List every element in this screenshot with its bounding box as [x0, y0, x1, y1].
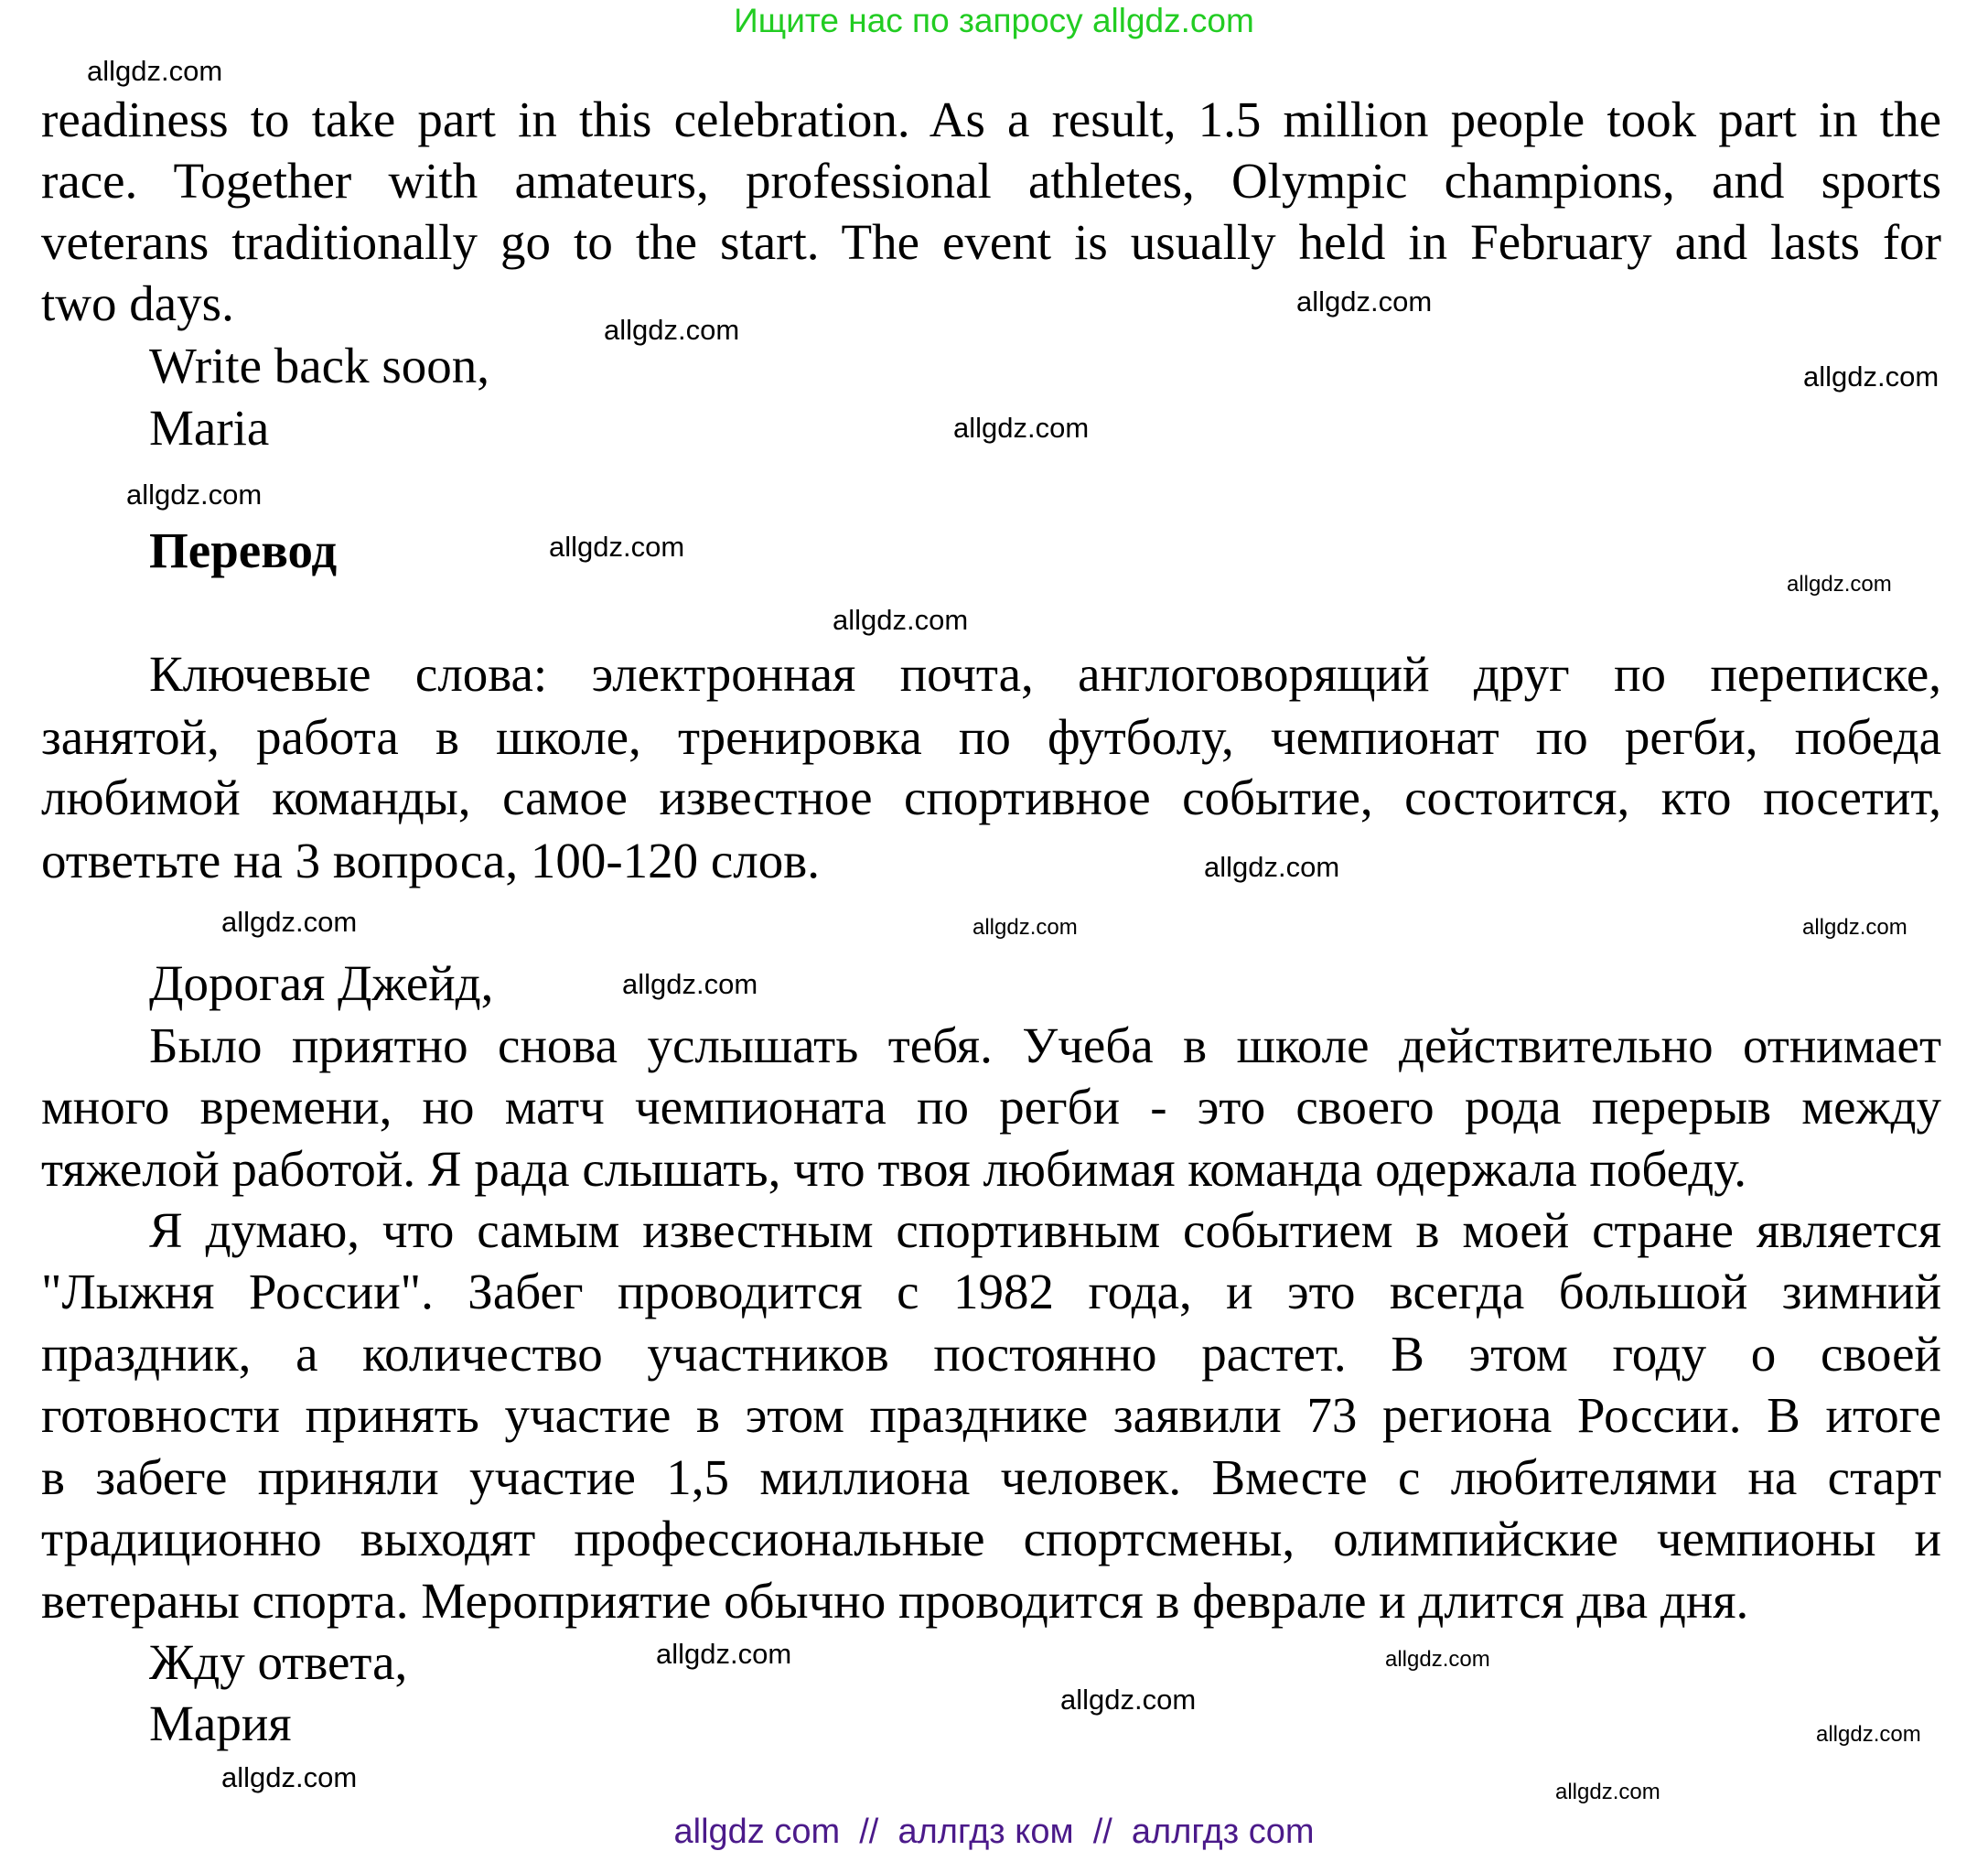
keywords-line: Ключевые слова: электронная почта, англоговорящий друг по переписке, — [149, 646, 1941, 702]
watermark: allgdz.com — [549, 531, 685, 563]
translation-heading: Перевод — [149, 522, 338, 578]
watermark: allgdz.com — [1060, 1684, 1197, 1716]
keywords-line: ответьте на 3 вопроса, 100-120 слов. — [41, 833, 820, 888]
watermark: allgdz.com — [1803, 361, 1940, 393]
text-line: race. Together with amateurs, professional athletes, Olympic champions, and sports — [41, 153, 1941, 209]
letter-closing: Write back soon, — [149, 338, 489, 393]
watermark: allgdz.com — [126, 479, 263, 511]
watermark: allgdz.com — [656, 1638, 792, 1670]
footer-links[interactable]: allgdz com // аллгдз ком // аллгдз com — [673, 1813, 1315, 1851]
text-line: readiness to take part in this celebration. As a result, 1.5 million people took part in the — [41, 91, 1941, 147]
text-line: готовности принять участие в этом празднике заявили 73 региона России. В итоге — [41, 1387, 1941, 1443]
text-line: много времени, но матч чемпионата по регби - это своего рода перерыв между — [41, 1079, 1941, 1135]
text-line: Было приятно снова услышать тебя. Учеба в школе действительно отнимает — [149, 1017, 1941, 1073]
keywords-line: любимой команды, самое известное спортивное событие, состоится, кто посетит, — [41, 769, 1941, 825]
keywords-line: занятой, работа в школе, тренировка по футболу, чемпионат по регби, победа — [41, 709, 1941, 765]
watermark: allgdz.com — [953, 412, 1090, 444]
text-line: "Лыжня России". Забег проводится с 1982 года, и это всегда большой зимний — [41, 1264, 1941, 1319]
watermark: allgdz.com — [221, 906, 358, 938]
watermark: allgdz.com — [973, 915, 1078, 940]
text-line: традиционно выходят профессиональные спортсмены, олимпийские чемпионы и — [41, 1511, 1941, 1566]
search-hint-banner: Ищите нас по запросу allgdz.com — [734, 2, 1254, 39]
watermark: allgdz.com — [87, 55, 223, 87]
watermark: allgdz.com — [604, 314, 740, 346]
watermark: allgdz.com — [1204, 851, 1340, 883]
watermark: allgdz.com — [1555, 1780, 1660, 1804]
letter-greeting: Дорогая Джейд, — [149, 955, 494, 1011]
text-line: праздник, а количество участников постоянно растет. В этом году о своей — [41, 1326, 1941, 1382]
text-line: тяжелой работой. Я рада слышать, что твоя любимая команда одержала победу. — [41, 1141, 1747, 1197]
text-line: ветераны спорта. Мероприятие обычно проводится в феврале и длится два дня. — [41, 1573, 1749, 1629]
watermark: allgdz.com — [221, 1761, 358, 1793]
letter-closing: Жду ответа, — [149, 1634, 408, 1690]
letter-signature: Maria — [149, 400, 270, 456]
text-line: two days. — [41, 275, 234, 331]
watermark: allgdz.com — [1787, 572, 1892, 597]
watermark: allgdz.com — [622, 968, 758, 1000]
watermark: allgdz.com — [1802, 915, 1907, 940]
watermark: allgdz.com — [1296, 285, 1433, 317]
watermark: allgdz.com — [1816, 1722, 1921, 1747]
watermark: allgdz.com — [833, 604, 969, 636]
watermark: allgdz.com — [1385, 1647, 1490, 1672]
text-line: в забеге приняли участие 1,5 миллиона человек. Вместе с любителями на старт — [41, 1449, 1941, 1505]
letter-signature: Мария — [149, 1695, 292, 1751]
text-line: Я думаю, что самым известным спортивным событием в моей стране является — [149, 1202, 1941, 1258]
text-line: veterans traditionally go to the start. The event is usually held in February and lasts for — [41, 214, 1941, 270]
